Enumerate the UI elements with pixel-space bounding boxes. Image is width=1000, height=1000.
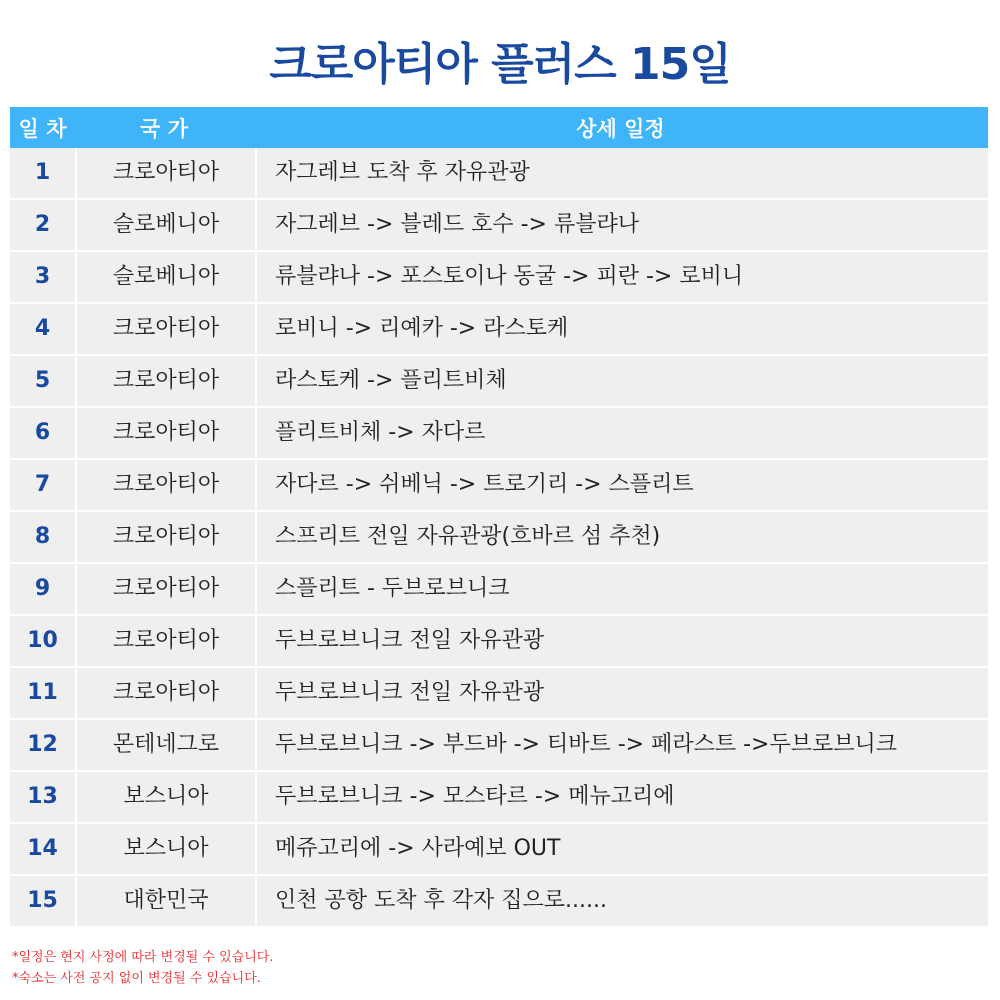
- footnote-lodging: *숙소는 사전 공지 없이 변경될 수 있습니다.: [12, 971, 261, 986]
- detail-cell: 인천 공항 도착 후 각자 집으로......: [275, 888, 607, 913]
- table-row: [10, 876, 988, 926]
- table-row: [10, 720, 988, 770]
- page-title: 크로아티아 플러스 15일: [269, 39, 731, 90]
- country-cell: 크로아티아: [77, 304, 257, 354]
- day-cell: 11: [10, 668, 77, 718]
- table-row: [10, 772, 988, 822]
- detail-cell: 두브로브니크 -> 부드바 -> 티바트 -> 페라스트 ->두브로브니크: [275, 732, 897, 757]
- detail-cell: 두브로브니크 -> 모스타르 -> 메뉴고리에: [275, 784, 675, 809]
- table-row: [10, 408, 988, 458]
- country-cell: 크로아티아: [77, 460, 257, 510]
- table-header: [10, 107, 988, 148]
- country-cell: 크로아티아: [77, 512, 257, 562]
- itinerary-table: [10, 107, 988, 926]
- table-row: [10, 304, 988, 354]
- detail-cell: 자다르 -> 쉬베닉 -> 트로기리 -> 스플리트: [275, 472, 694, 497]
- country-cell: 크로아티아: [77, 616, 257, 666]
- country-cell: 몬테네그로: [77, 720, 257, 770]
- header-day: 일 차: [18, 116, 67, 141]
- header-detail: 상세 일정: [576, 116, 665, 141]
- day-cell: 14: [10, 824, 77, 874]
- country-cell: 대한민국: [77, 876, 257, 926]
- detail-cell: 로비니 -> 리예카 -> 라스토케: [275, 316, 569, 341]
- table-row: [10, 564, 988, 614]
- footnotes: [12, 947, 273, 989]
- country-cell: 보스니아: [77, 772, 257, 822]
- day-cell: 10: [10, 616, 77, 666]
- day-cell: 1: [10, 148, 77, 198]
- detail-cell: 자그레브 도착 후 자유관광: [275, 160, 530, 185]
- day-cell: 2: [10, 200, 77, 250]
- footnote-schedule: *일정은 현지 사정에 따라 변경될 수 있습니다.: [12, 950, 274, 965]
- table-row: [10, 148, 988, 198]
- table-row: [10, 252, 988, 302]
- country-cell: 크로아티아: [77, 148, 257, 198]
- detail-cell: 스플리트 - 두브로브니크: [275, 576, 510, 601]
- detail-cell: 두브로브니크 전일 자유관광: [275, 628, 545, 653]
- country-cell: 크로아티아: [77, 408, 257, 458]
- day-cell: 5: [10, 356, 77, 406]
- table-row: [10, 824, 988, 874]
- table-row: [10, 668, 988, 718]
- table-body: [10, 148, 988, 926]
- table-row: [10, 356, 988, 406]
- detail-cell: 플리트비체 -> 자다르: [275, 420, 486, 445]
- day-cell: 6: [10, 408, 77, 458]
- country-cell: 슬로베니아: [77, 200, 257, 250]
- detail-cell: 류블랴나 -> 포스토이나 동굴 -> 피란 -> 로비니: [275, 264, 744, 289]
- detail-cell: 스프리트 전일 자유관광(흐바르 섬 추천): [275, 524, 661, 549]
- day-cell: 15: [10, 876, 77, 926]
- country-cell: 크로아티아: [77, 356, 257, 406]
- table-row: [10, 512, 988, 562]
- country-cell: 슬로베니아: [77, 252, 257, 302]
- table-row: [10, 460, 988, 510]
- detail-cell: 두브로브니크 전일 자유관광: [275, 680, 545, 705]
- detail-cell: 메쥬고리에 -> 사라예보 OUT: [275, 836, 561, 861]
- day-cell: 7: [10, 460, 77, 510]
- detail-cell: 자그레브 -> 블레드 호수 -> 류블랴나: [275, 212, 639, 237]
- day-cell: 8: [10, 512, 77, 562]
- day-cell: 12: [10, 720, 77, 770]
- day-cell: 9: [10, 564, 77, 614]
- table-row: [10, 616, 988, 666]
- day-cell: 4: [10, 304, 77, 354]
- country-cell: 보스니아: [77, 824, 257, 874]
- header-country: 국 가: [140, 116, 188, 141]
- day-cell: 13: [10, 772, 77, 822]
- day-cell: 3: [10, 252, 77, 302]
- country-cell: 크로아티아: [77, 668, 257, 718]
- country-cell: 크로아티아: [77, 564, 257, 614]
- detail-cell: 라스토케 -> 플리트비체: [275, 368, 507, 393]
- table-row: [10, 200, 988, 250]
